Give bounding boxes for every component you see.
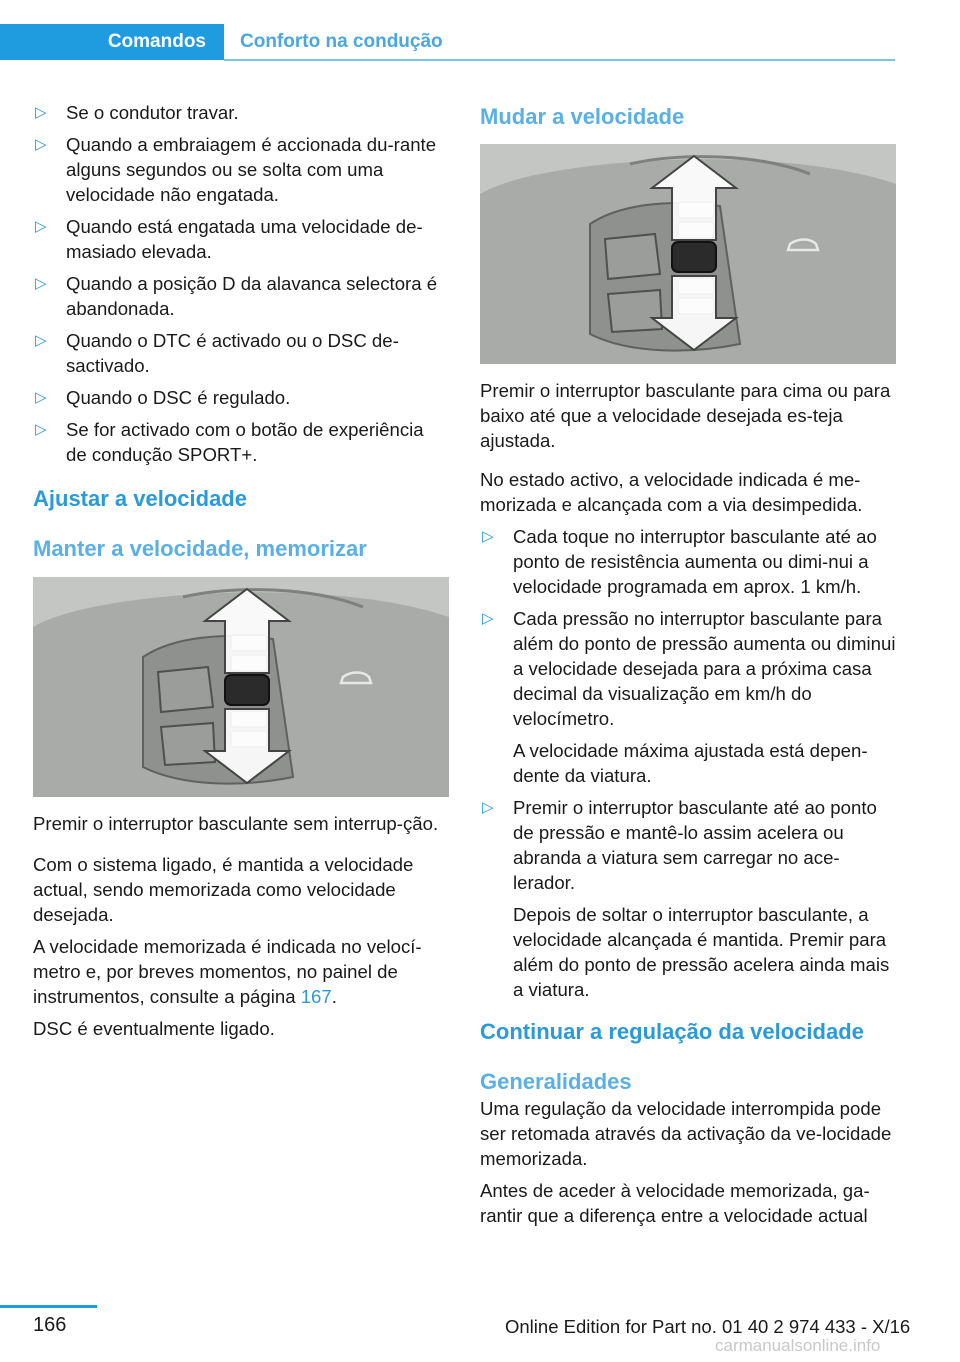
paragraph: A velocidade memorizada é indicada no velocí-metro e, por breves momentos, no painel de instrumentos, consulte a página 167. xyxy=(33,936,422,1007)
rocker-switch-illustration xyxy=(33,577,449,797)
triangle-bullet-icon: ▷ xyxy=(35,218,47,235)
paragraph: Uma regulação da velocidade interrompida pode ser retomada através da activação da ve-locidade memorizada. xyxy=(480,1098,892,1169)
page-header xyxy=(0,24,895,62)
paragraph: Antes de aceder à velocidade memorizada, ga-rantir que a diferença entre a velocidade actual xyxy=(480,1180,870,1226)
paragraph: Com o sistema ligado, é mantida a velocidade actual, sendo memorizada como velocidade desejada. xyxy=(33,854,414,925)
paragraph: Premir o interruptor basculante sem interrup-ção. xyxy=(33,813,439,834)
paragraph: Premir o interruptor basculante para cima ou para baixo até que a velocidade desejada es-teja ajustada. xyxy=(480,380,891,451)
section-tab[interactable]: Comandos xyxy=(0,24,224,60)
list-item: ▷ Quando a embraiagem é accionada du-rante alguns segundos ou se solta com uma velocidade não engatada. xyxy=(35,134,437,205)
subheading-general: Generalidades xyxy=(480,1069,632,1094)
subsection-tab[interactable]: Conforto na condução xyxy=(240,31,443,52)
list-item: ▷ Quando está engatada uma velocidade de-masiado elevada. xyxy=(35,216,423,262)
rocker-switch-illustration-2 xyxy=(480,144,896,364)
steering-wheel-rocker-figure-2 xyxy=(480,144,896,364)
list-item: ▷ Quando a posição D da alavanca selectora é abandonada. xyxy=(35,273,438,319)
list-item: ▷ Se for activado com o botão de experiência de condução SPORT+. xyxy=(35,419,424,465)
page-number: 166 xyxy=(33,1314,67,1336)
footer-rule xyxy=(0,1305,97,1308)
triangle-bullet-icon: ▷ xyxy=(482,528,494,545)
section-heading-resume-speed: Continuar a regulação da velocidade xyxy=(480,1019,864,1044)
list-item: ▷ Cada pressão no interruptor basculante para além do ponto de pressão aumenta ou diminui a velocidade desejada para a próxima casa decimal da visualização em km/h do velocímetro. A velocidade máxima ajustada está depen-dente da viatura. xyxy=(482,608,896,786)
triangle-bullet-icon: ▷ xyxy=(35,136,47,153)
triangle-bullet-icon: ▷ xyxy=(35,104,47,121)
page-reference-link[interactable]: 167 xyxy=(300,986,332,1007)
steering-wheel-rocker-figure xyxy=(33,577,449,797)
list-item: ▷ Quando o DSC é regulado. xyxy=(35,387,291,408)
watermark: carmanualsonline.info xyxy=(715,1336,881,1355)
triangle-bullet-icon: ▷ xyxy=(35,389,47,406)
right-column xyxy=(480,100,896,1235)
speed-change-list xyxy=(480,524,896,1002)
triangle-bullet-icon: ▷ xyxy=(35,332,47,349)
deactivation-list xyxy=(33,100,449,467)
triangle-bullet-icon: ▷ xyxy=(35,421,47,438)
triangle-bullet-icon: ▷ xyxy=(482,799,494,816)
triangle-bullet-icon: ▷ xyxy=(482,610,494,627)
list-item: ▷ Cada toque no interruptor basculante até ao ponto de resistência aumenta ou dimi-nui a velocidade programada em aprox. 1 km/h. xyxy=(482,526,877,597)
edition-line: Online Edition for Part no. 01 40 2 974 433 - X/16 xyxy=(505,1316,911,1337)
subheading-keep-speed: Manter a velocidade, memorizar xyxy=(33,536,367,561)
subheading-change-speed: Mudar a velocidade xyxy=(480,104,685,129)
left-column xyxy=(33,100,449,1048)
triangle-bullet-icon: ▷ xyxy=(35,275,47,292)
list-item: ▷ Premir o interruptor basculante até ao ponto de pressão e mantê-lo assim acelera ou abranda a viatura sem carregar no ace-lerador. Depois de soltar o interruptor basculante, a velocidade alcançada é mantida. Premir para além do ponto de pressão acelera ainda mais a viatura. xyxy=(480,795,896,1002)
list-item: ▷ Quando o DTC é activado ou o DSC de-sactivado. xyxy=(35,330,399,376)
list-item-note: A velocidade máxima ajustada está depen-dente da viatura. xyxy=(513,740,868,786)
section-heading-adjust-speed: Ajustar a velocidade xyxy=(33,486,247,511)
paragraph: DSC é eventualmente ligado. xyxy=(33,1018,275,1039)
list-item-note: Depois de soltar o interruptor basculante, a velocidade alcançada é mantida. Premir para além do ponto de pressão acelera ainda mais a viatura. xyxy=(513,904,890,1000)
paragraph: No estado activo, a velocidade indicada é me-morizada e alcançada com a via desimpedida. xyxy=(480,469,863,515)
header-rule xyxy=(224,59,895,61)
list-item: ▷ Se o condutor travar. xyxy=(35,102,239,123)
